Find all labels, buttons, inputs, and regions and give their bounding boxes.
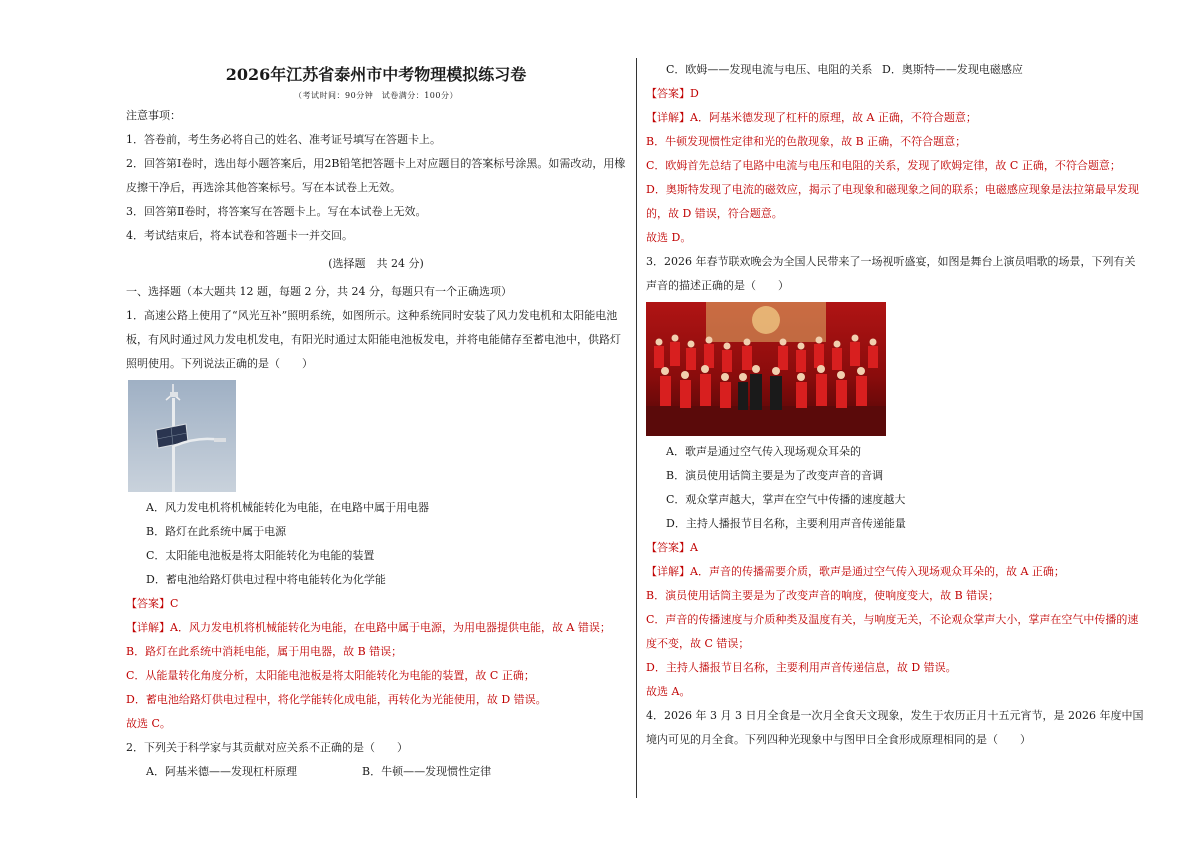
- q1-explain: C．从能量转化角度分析，太阳能电池板是将太阳能转化为电能的装置，故 C 正确；: [126, 669, 535, 682]
- q1-option: B．路灯在此系统中属于电源: [146, 525, 287, 538]
- left-column: [126, 58, 626, 784]
- wind-solar-streetlight-image: [128, 380, 236, 492]
- q2-stem: 2．下列关于科学家与其贡献对应关系不正确的是（ ）: [126, 741, 408, 754]
- q1-explain: B．路灯在此系统中消耗电能，属于用电器，故 B 错误；: [126, 645, 403, 658]
- q2-answer: 【答案】D: [646, 87, 699, 100]
- q1-stem: 1．高速公路上使用了“风光互补”照明系统，如图所示。这种系统同时安装了风力发电机和太阳能电池板，有风时通过风力发电机发电，有阳光时通过太阳能电池板发电，并将电能储存至蓄电池中，供路灯照明使用。下列说法正确的是（ ）: [126, 309, 621, 370]
- q1-explain: 【详解】A．风力发电机将机械能转化为电能，在电路中属于电源，为用电器提供电能，故 A 错误；: [126, 621, 611, 634]
- note-item: 3．回答第Ⅱ卷时，将答案写在答题卡上。写在本试卷上无效。: [126, 205, 427, 218]
- q2-explain: B．牛顿发现惯性定律和光的色散现象，故 B 正确，不符合题意；: [646, 135, 967, 148]
- q3-stem: 3．2026 年春节联欢晚会为全国人民带来了一场视听盛宴，如图是舞台上演员唱歌的场景，下列有关声音的描述正确的是（ ）: [646, 255, 1136, 292]
- column-divider: [636, 58, 637, 798]
- q2-explain: 【详解】A．阿基米德发现了杠杆的原理，故 A 正确，不符合题意；: [646, 111, 977, 124]
- q1-explain: D．蓄电池给路灯供电过程中，将化学能转化成电能，再转化为光能使用，故 D 错误。: [126, 693, 547, 706]
- gala-stage-image: [646, 302, 886, 436]
- q2-explain: D．奥斯特发现了电流的磁效应，揭示了电现象和磁现象之间的联系；电磁感应现象是法拉第最早发现的，故 D 错误，符合题意。: [646, 183, 1139, 220]
- note-item: 4．考试结束后，将本试卷和答题卡一并交回。: [126, 229, 353, 242]
- q1-option: D．蓄电池给路灯供电过程中将电能转化为化学能: [146, 573, 386, 586]
- q1-conclusion: 故选 C。: [126, 717, 171, 730]
- q3-option: C．观众掌声越大，掌声在空气中传播的速度越大: [666, 493, 906, 506]
- q3-answer: 【答案】A: [646, 541, 698, 554]
- q1-answer: 【答案】C: [126, 597, 179, 610]
- streetlight-illustration: [128, 380, 236, 492]
- q2-option-b: B．牛顿——发现惯性定律: [362, 765, 492, 778]
- exam-title: 2026年江苏省泰州市中考物理模拟练习卷: [225, 65, 527, 84]
- q3-option: D．主持人播报节目名称，主要利用声音传递能量: [666, 517, 906, 530]
- q2-options-row-1: [126, 760, 626, 784]
- q3-option: A．歌声是通过空气传入现场观众耳朵的: [666, 445, 861, 458]
- part-title: (选择题 共 24 分): [328, 257, 424, 270]
- notes-heading: 注意事项：: [126, 109, 181, 122]
- q3-conclusion: 故选 A。: [646, 685, 691, 698]
- gala-stage-illustration: [646, 302, 886, 436]
- q2-explain: C．欧姆首先总结了电路中电流与电压和电阻的关系，发现了欧姆定律，故 C 正确，不符合题意；: [646, 159, 1121, 172]
- q3-option: B．演员使用话筒主要是为了改变声音的音调: [666, 469, 884, 482]
- q2-option-a: A．阿基米德——发现杠杆原理: [146, 765, 297, 778]
- right-column: [646, 58, 1146, 752]
- q1-option: A．风力发电机将机械能转化为电能，在电路中属于用电器: [146, 501, 429, 514]
- q3-explain: D．主持人播报节目名称，主要利用声音传递信息，故 D 错误。: [646, 661, 957, 674]
- q3-explain: B．演员使用话筒主要是为了改变声音的响度，使响度变大，故 B 错误；: [646, 589, 1000, 602]
- q2-option-c: C．欧姆——发现电流与电压、电阻的关系: [666, 63, 873, 76]
- note-item: 2．回答第Ⅰ卷时，选出每小题答案后，用2B铅笔把答题卡上对应题目的答案标号涂黑。如需改动，用橡皮擦干净后，再选涂其他答案标号。写在本试卷上无效。: [126, 157, 626, 194]
- q2-conclusion: 故选 D。: [646, 231, 692, 244]
- section-heading: 一、选择题（本大题共 12 题，每题 2 分，共 24 分，每题只有一个正确选项）: [126, 285, 512, 298]
- note-item: 1．答卷前，考生务必将自己的姓名、准考证号填写在答题卡上。: [126, 133, 441, 146]
- q4-stem: 4．2026 年 3 月 3 日月全食是一次月全食天文现象，发生于农历正月十五元宵节，是 2026 年度中国境内可见的月全食。下列四种光现象中与图甲日全食形成原理相同的是（ ）: [646, 709, 1144, 746]
- q1-option: C．太阳能电池板是将太阳能转化为电能的装置: [146, 549, 375, 562]
- q3-explain: C．声音的传播速度与介质种类及温度有关，与响度无关，不论观众掌声大小，掌声在空气中传播的速度不变，故 C 错误；: [646, 613, 1139, 650]
- q3-explain: 【详解】A．声音的传播需要介质，歌声是通过空气传入现场观众耳朵的，故 A 正确；: [646, 565, 1065, 578]
- exam-subtitle: （考试时间：90分钟 试卷满分：100分）: [294, 91, 458, 100]
- q2-option-d: D．奥斯特——发现电磁感应: [882, 63, 1023, 76]
- q2-options-row-2: [646, 58, 1146, 82]
